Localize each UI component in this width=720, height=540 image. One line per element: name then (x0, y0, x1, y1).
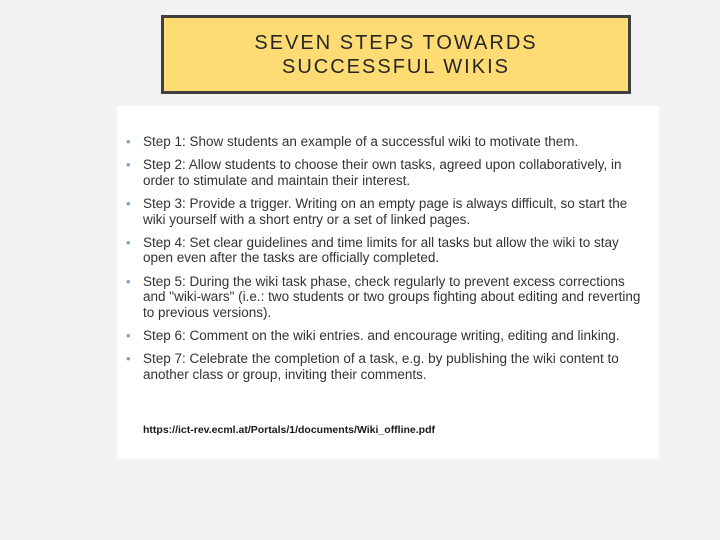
step-7-text: Step 7: Celebrate the completion of a task, e.g. by publishing the wiki content to another class or group, inviting their comments. (143, 351, 619, 382)
step-2-text: Step 2: Allow students to choose their own tasks, agreed upon collaboratively, in order to stimulate and maintain their interest. (143, 157, 622, 188)
content-panel (117, 106, 659, 459)
step-6-text: Step 6: Comment on the wiki entries. and encourage writing, editing and linking. (143, 327, 620, 343)
bullet-dot-icon: • (126, 327, 131, 343)
bullet-dot-icon: • (126, 351, 131, 367)
slide-title-line-1: SEVEN STEPS TOWARDS (254, 31, 538, 54)
step-4-item (117, 235, 659, 266)
bullet-dot-icon: • (126, 157, 131, 173)
step-1-text: Step 1: Show students an example of a successful wiki to motivate them. (143, 134, 579, 149)
step-3-item (117, 196, 659, 227)
step-3-text: Step 3: Provide a trigger. Writing on an empty page is always difficult, so start the wiki yourself with a short entry or a set of linked pages. (143, 195, 628, 227)
slide-title-box (161, 15, 631, 94)
step-4-text: Step 4: Set clear guidelines and time limits for all tasks but allow the wiki to stay open even after the tasks are officially completed. (143, 234, 619, 266)
slide-title-line-2: SUCCESSFUL WIKIS (282, 55, 510, 78)
step-1-item (117, 134, 659, 150)
steps-list (117, 134, 659, 390)
step-5-item (117, 274, 659, 321)
bullet-dot-icon: • (126, 134, 131, 149)
bullet-dot-icon: • (126, 195, 131, 211)
step-5-text: Step 5: During the wiki task phase, check regularly to prevent excess corrections and "wiki-wars" (i.e.: two students or two groups fighting about editing and reverting to previous versions). (143, 273, 641, 320)
step-2-item (117, 157, 659, 188)
bullet-dot-icon: • (126, 273, 131, 289)
step-7-item (117, 351, 659, 382)
source-url-link[interactable]: https://ict-rev.ecml.at/Portals/1/documents/Wiki_offline.pdf (143, 424, 436, 436)
step-6-item (117, 328, 659, 344)
bullet-dot-icon: • (126, 234, 131, 250)
